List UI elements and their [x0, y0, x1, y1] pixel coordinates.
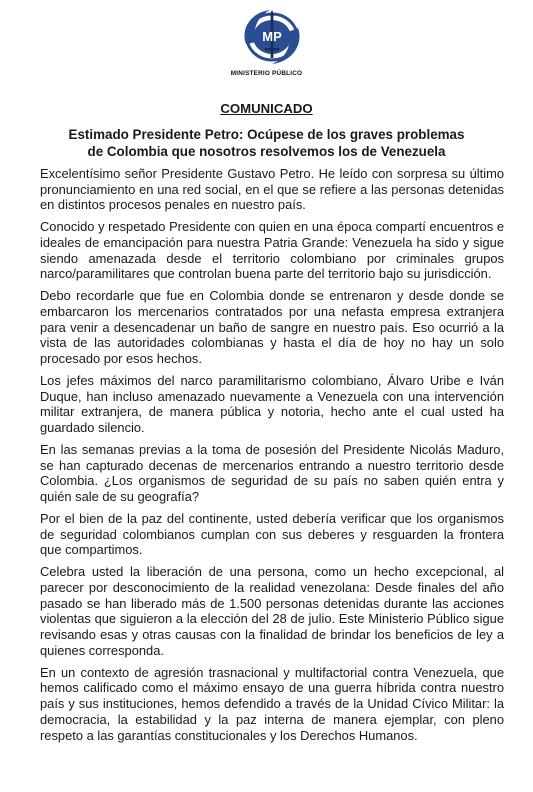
paragraph: Debo recordarle que fue en Colombia donde se entrenaron y desde donde se embarcaron los mercenarios contratados por una nefasta empresa extranjera para venir a desencadenar un baño de sangre en nuestro país. Eso ocurrió a la vista de las autoridades colombianas y hasta el día de hoy no hay un solo procesado por esos hechos.: [40, 288, 504, 367]
document-subtitle: [60, 126, 473, 160]
paragraph: Los jefes máximos del narco paramilitarismo colombiano, Álvaro Uribe e Iván Duque, han incluso amenazado nuevamente a Venezuela con una intervención militar extranjera, de manera pública y notoria, hecho ante el cual usted ha guardado silencio.: [40, 373, 504, 436]
logo-letters: MP: [262, 29, 282, 44]
document-body: [40, 166, 504, 749]
document-heading: COMUNICADO: [220, 101, 313, 116]
ministerio-publico-logo: [232, 6, 312, 68]
organization-name: MINISTERIO PÚBLICO: [230, 70, 303, 77]
paragraph: Excelentísimo señor Presidente Gustavo Petro. He leído con sorpresa su último pronunciamiento en una red social, en el que se refiere a las personas detenidas en distintos procesos penales en nuestro país.: [40, 166, 504, 213]
paragraph: Por el bien de la paz del continente, usted debería verificar que los organismos de seguridad colombianos cumplan con sus deberes y resguarden la frontera que compartimos.: [40, 511, 504, 558]
paragraph: Conocido y respetado Presidente con quien en una época compartí encuentros e ideales de emancipación para nuestra Patria Grande: Venezuela ha sido y sigue siendo amenazada desde el territorio colombiano por criminales grupos narco/paramilitares que controlan buena parte del territorio bajo su jurisdicción.: [40, 219, 504, 282]
paragraph: Celebra usted la liberación de una persona, como un hecho excepcional, al parecer por desconocimiento de la realidad venezolana: Desde finales del año pasado se han liberado más de 1.500 personas detenidas durante las acciones violentas que siguieron a la elección del 28 de julio. Este Ministerio Público sigue revisando esas y otras causas con la finalidad de brindar los beneficios de ley a quienes corresponda.: [40, 564, 504, 658]
letterhead: [0, 6, 533, 78]
paragraph: En un contexto de agresión trasnacional y multifactorial contra Venezuela, que hemos calificado como el máximo ensayo de una guerra híbrida contra nuestro país y sus instituciones, hemos defendido a través de la Unidad Cívico Militar: la democracia, la estabilidad y la paz interna de manera ejemplar, con pleno respeto a las garantías constitucionales y los Derechos Humanos.: [40, 664, 504, 743]
paragraph: En las semanas previas a la toma de posesión del Presidente Nicolás Maduro, se han capturado decenas de mercenarios entrando a nuestro territorio desde Colombia. ¿Los organismos de seguridad de su país no saben quién entra y quién sale de su geografía?: [40, 442, 504, 505]
subtitle-line-2: de Colombia que nosotros resolvemos los de Venezuela: [87, 144, 446, 159]
subtitle-line-1: Estimado Presidente Petro: Ocúpese de los graves problemas: [68, 127, 465, 142]
